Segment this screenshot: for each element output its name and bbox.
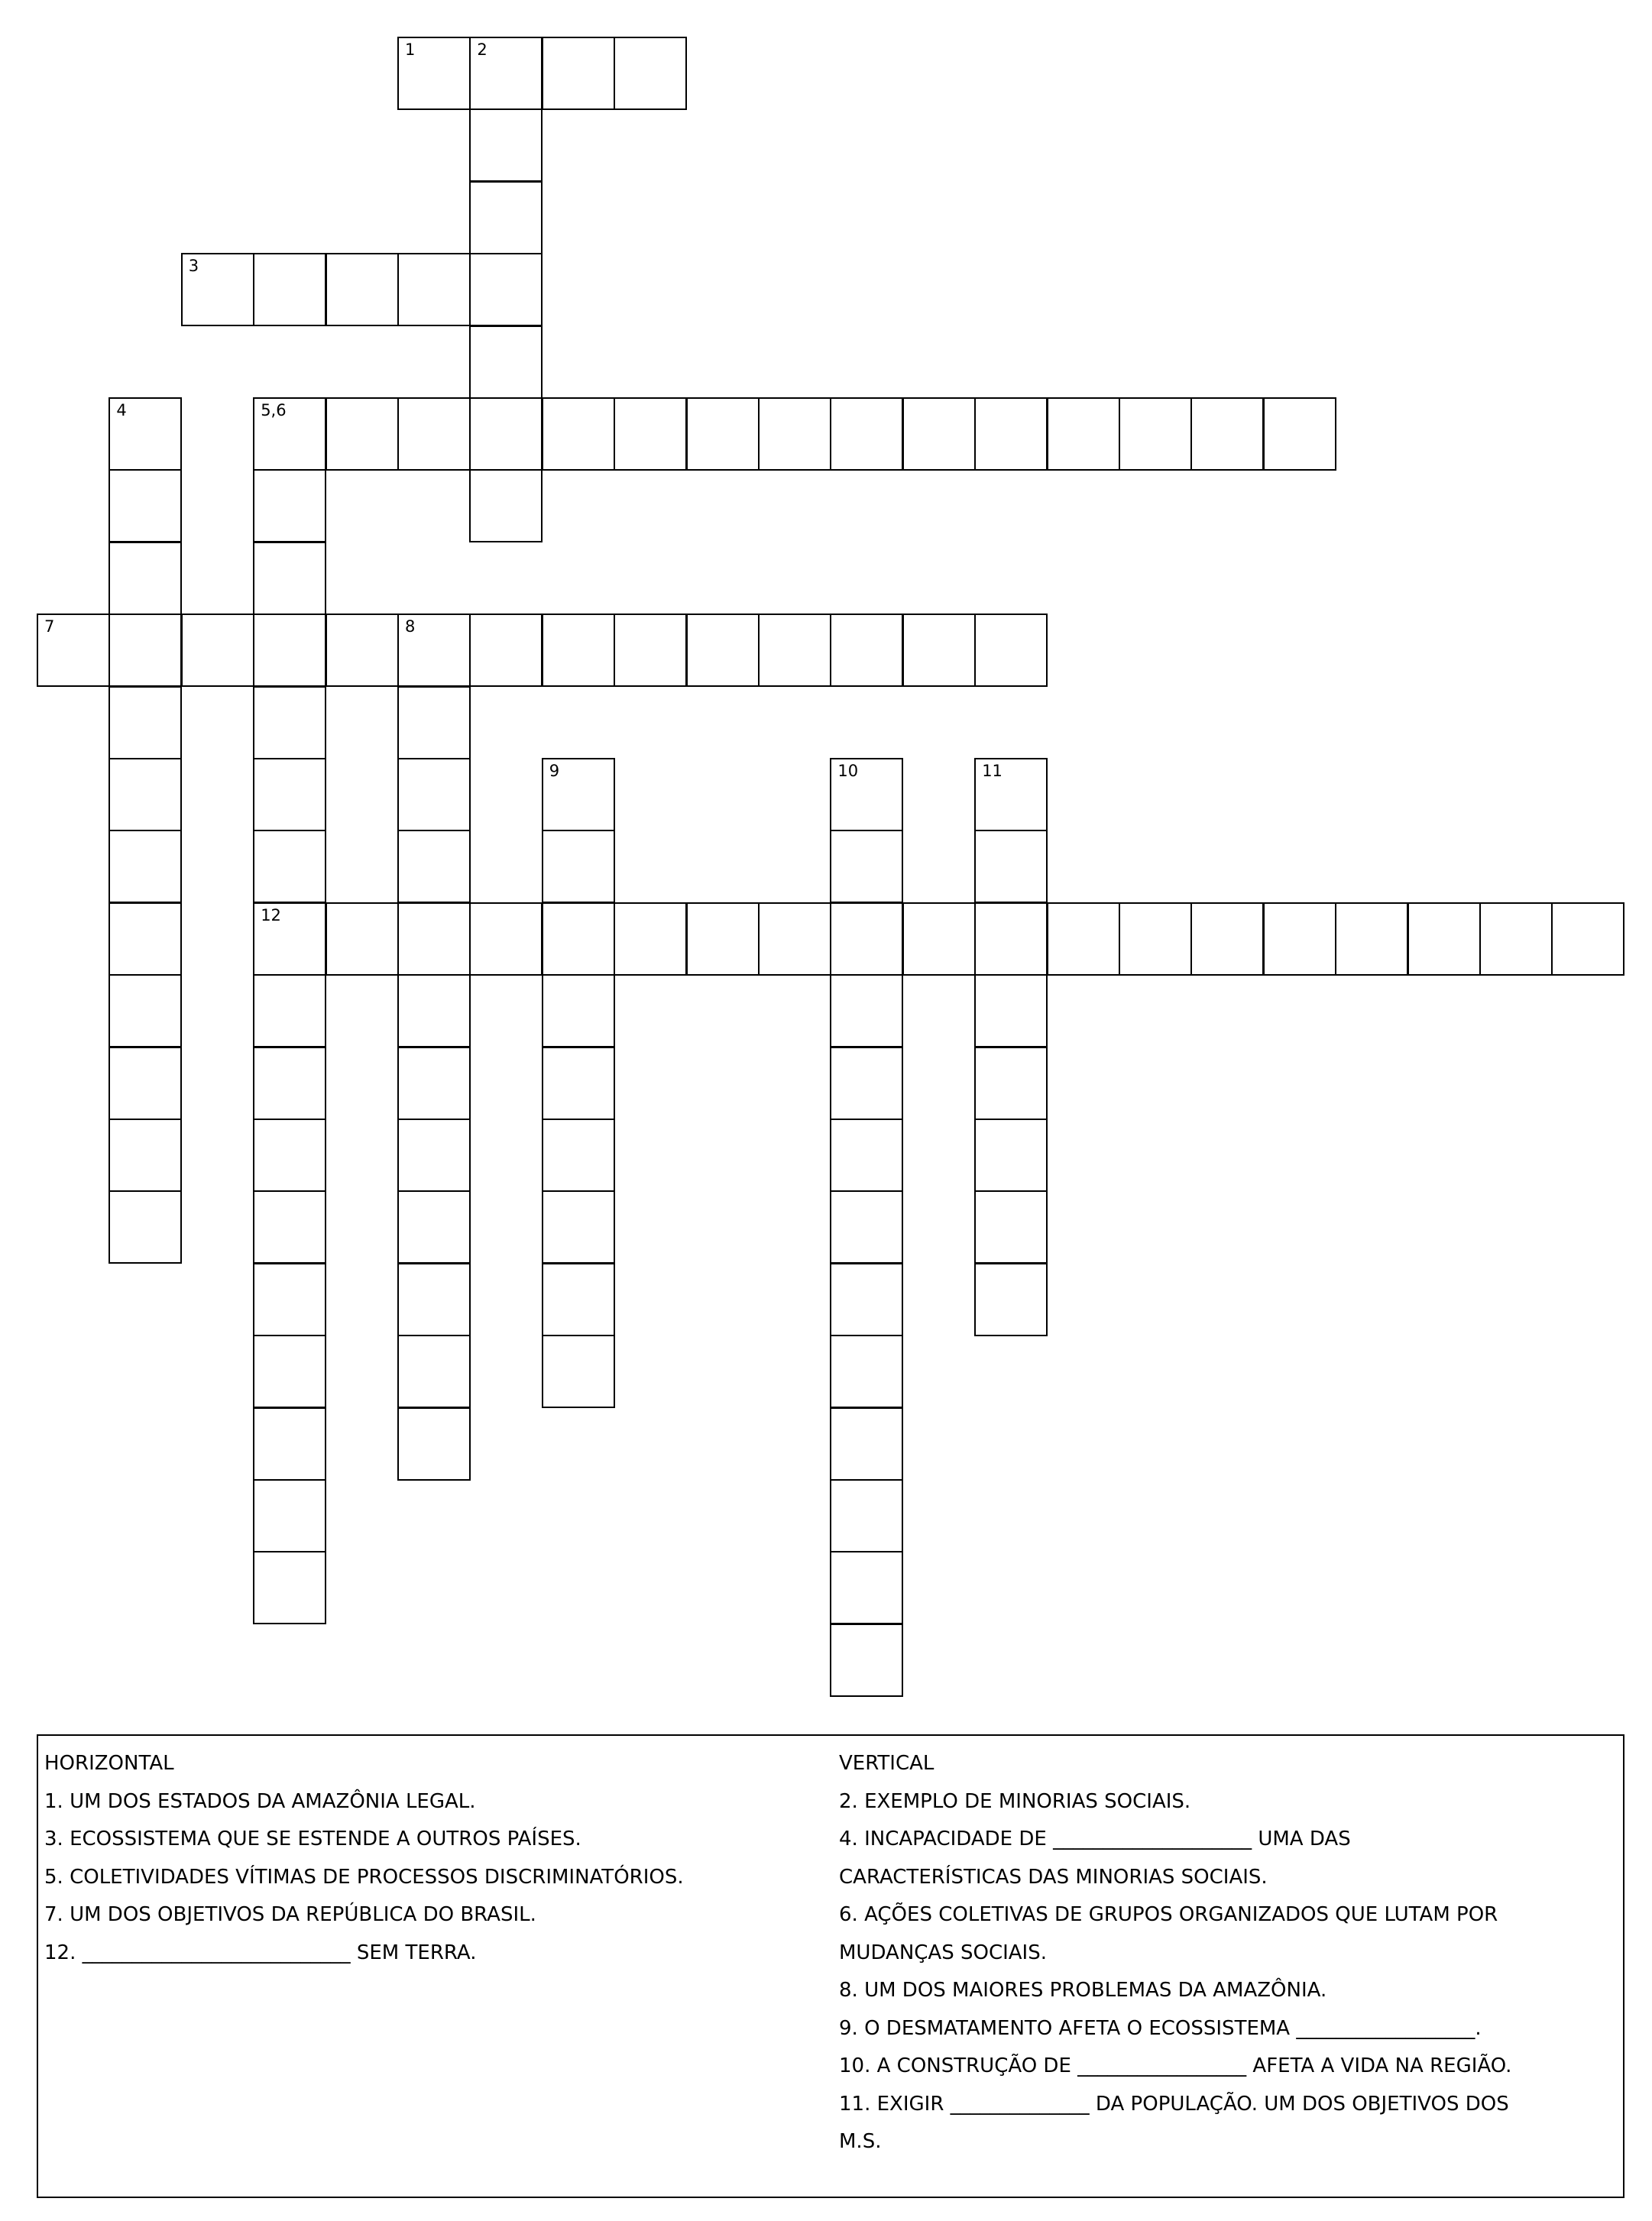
grid-cell[interactable] bbox=[542, 830, 615, 903]
grid-cell[interactable] bbox=[109, 542, 182, 615]
grid-cell[interactable] bbox=[397, 758, 471, 831]
clue-v10: 10. A CONSTRUÇÃO DE _________________ AFETA A VIDA NA REGIÃO. bbox=[839, 2054, 1512, 2077]
grid-cell[interactable] bbox=[686, 397, 760, 471]
grid-cell[interactable] bbox=[542, 397, 615, 471]
grid-cell[interactable] bbox=[326, 253, 399, 326]
grid-cell[interactable] bbox=[397, 974, 471, 1047]
grid-cell[interactable] bbox=[1190, 902, 1264, 976]
grid-cell[interactable] bbox=[253, 1190, 326, 1264]
grid-cell[interactable] bbox=[469, 253, 543, 326]
grid-cell[interactable] bbox=[181, 253, 254, 326]
clue-h7: 7. UM DOS OBJETIVOS DA REPÚBLICA DO BRASIL. bbox=[44, 1903, 536, 1926]
grid-cell[interactable] bbox=[181, 614, 254, 687]
grid-cell[interactable] bbox=[397, 397, 471, 471]
grid-cell[interactable] bbox=[253, 974, 326, 1047]
grid-cell[interactable] bbox=[469, 37, 543, 110]
grid-cell[interactable] bbox=[830, 1335, 903, 1408]
grid-cell[interactable] bbox=[469, 181, 543, 254]
grid-cell[interactable] bbox=[469, 325, 543, 399]
grid-cell[interactable] bbox=[614, 397, 687, 471]
clue-number: 10 bbox=[837, 762, 859, 780]
grid-cell[interactable] bbox=[397, 614, 471, 687]
grid-cell[interactable] bbox=[974, 758, 1048, 831]
clue-v6-cont: MUDANÇAS SOCIAIS. bbox=[839, 1941, 1047, 1964]
grid-cell[interactable] bbox=[253, 1047, 326, 1120]
grid-cell[interactable] bbox=[830, 1407, 903, 1481]
clue-number: 4 bbox=[116, 401, 127, 419]
clue-number: 3 bbox=[188, 257, 199, 276]
clues-box bbox=[37, 1734, 1624, 2198]
grid-cell[interactable] bbox=[974, 902, 1048, 976]
grid-cell[interactable] bbox=[830, 1263, 903, 1336]
clue-number: 2 bbox=[477, 40, 488, 59]
clue-h1: 1. UM DOS ESTADOS DA AMAZÔNIA LEGAL. bbox=[44, 1789, 476, 1813]
grid-cell[interactable] bbox=[109, 397, 182, 471]
grid-cell[interactable] bbox=[830, 397, 903, 471]
clue-v9: 9. O DESMATAMENTO AFETA O ECOSSISTEMA __________________. bbox=[839, 2016, 1482, 2040]
grid-cell[interactable] bbox=[109, 902, 182, 976]
grid-cell[interactable] bbox=[974, 397, 1048, 471]
grid-cell[interactable] bbox=[830, 830, 903, 903]
clue-h3: 3. ECOSSISTEMA QUE SE ESTENDE A OUTROS PAÍSES. bbox=[44, 1828, 581, 1850]
grid-cell[interactable] bbox=[253, 1335, 326, 1408]
grid-cell[interactable] bbox=[1119, 397, 1192, 471]
grid-cell[interactable] bbox=[1047, 397, 1120, 471]
grid-cell[interactable] bbox=[253, 830, 326, 903]
grid-cell[interactable] bbox=[397, 902, 471, 976]
grid-cell[interactable] bbox=[109, 686, 182, 759]
vertical-heading: VERTICAL bbox=[839, 1752, 935, 1775]
grid-cell[interactable] bbox=[326, 902, 399, 976]
grid-cell[interactable] bbox=[902, 902, 976, 976]
clue-v11: 11. EXIGIR ______________ DA POPULAÇÃO. UM DOS OBJETIVOS DOS bbox=[839, 2092, 1509, 2116]
grid-cell[interactable] bbox=[1047, 902, 1120, 976]
clue-h5: 5. COLETIVIDADES VÍTIMAS DE PROCESSOS DISCRIMINATÓRIOS. bbox=[44, 1865, 684, 1889]
grid-cell[interactable] bbox=[1263, 902, 1336, 976]
grid-cell[interactable] bbox=[253, 686, 326, 759]
grid-cell[interactable] bbox=[686, 902, 760, 976]
grid-cell[interactable] bbox=[469, 614, 543, 687]
grid-cell[interactable] bbox=[542, 614, 615, 687]
grid-cell[interactable] bbox=[326, 614, 399, 687]
grid-cell[interactable] bbox=[253, 1551, 326, 1624]
grid-cell[interactable] bbox=[830, 902, 903, 976]
grid-cell[interactable] bbox=[830, 1047, 903, 1120]
horizontal-clues bbox=[44, 1745, 684, 1972]
clue-v11-cont: M.S. bbox=[839, 2130, 882, 2153]
clue-number: 11 bbox=[982, 762, 1003, 780]
grid-cell[interactable] bbox=[542, 974, 615, 1047]
grid-cell[interactable] bbox=[686, 614, 760, 687]
grid-cell[interactable] bbox=[830, 1119, 903, 1192]
grid-cell[interactable] bbox=[109, 974, 182, 1047]
grid-cell[interactable] bbox=[109, 614, 182, 687]
grid-cell[interactable] bbox=[469, 902, 543, 976]
grid-cell[interactable] bbox=[253, 397, 326, 471]
grid-cell[interactable] bbox=[830, 1624, 903, 1697]
clue-v6: 6. AÇÕES COLETIVAS DE GRUPOS ORGANIZADOS QUE LUTAM POR bbox=[839, 1903, 1498, 1926]
grid-cell[interactable] bbox=[253, 1263, 326, 1336]
grid-cell[interactable] bbox=[830, 1190, 903, 1264]
grid-cell[interactable] bbox=[542, 758, 615, 831]
grid-cell[interactable] bbox=[109, 1119, 182, 1192]
grid-cell[interactable] bbox=[253, 614, 326, 687]
clue-v2: 2. EXEMPLO DE MINORIAS SOCIAIS. bbox=[839, 1789, 1191, 1813]
grid-cell[interactable] bbox=[397, 1119, 471, 1192]
grid-cell[interactable] bbox=[758, 902, 831, 976]
grid-cell[interactable] bbox=[397, 686, 471, 759]
grid-cell[interactable] bbox=[974, 1119, 1048, 1192]
grid-cell[interactable] bbox=[397, 1047, 471, 1120]
grid-cell[interactable] bbox=[1190, 397, 1264, 471]
grid-cell[interactable] bbox=[542, 1335, 615, 1408]
grid-cell[interactable] bbox=[1551, 902, 1624, 976]
clue-number: 12 bbox=[261, 905, 281, 924]
grid-cell[interactable] bbox=[974, 1190, 1048, 1264]
grid-cell[interactable] bbox=[253, 253, 326, 326]
clue-v8: 8. UM DOS MAIORES PROBLEMAS DA AMAZÔNIA. bbox=[839, 1979, 1327, 2002]
grid-cell[interactable] bbox=[1263, 397, 1336, 471]
clue-number: 1 bbox=[405, 40, 416, 59]
clue-number: 7 bbox=[44, 617, 55, 636]
grid-cell[interactable] bbox=[974, 614, 1048, 687]
grid-cell[interactable] bbox=[109, 758, 182, 831]
grid-cell[interactable] bbox=[469, 397, 543, 471]
grid-cell[interactable] bbox=[253, 758, 326, 831]
grid-cell[interactable] bbox=[902, 397, 976, 471]
grid-cell[interactable] bbox=[542, 1119, 615, 1192]
grid-cell[interactable] bbox=[109, 1047, 182, 1120]
clue-number: 8 bbox=[405, 617, 416, 636]
clue-v4-cont: CARACTERÍSTICAS DAS MINORIAS SOCIAIS. bbox=[839, 1865, 1268, 1889]
grid-cell[interactable] bbox=[253, 469, 326, 542]
grid-cell[interactable] bbox=[542, 1047, 615, 1120]
vertical-clues bbox=[839, 1745, 1511, 2161]
grid-cell[interactable] bbox=[253, 1119, 326, 1192]
grid-cell[interactable] bbox=[326, 397, 399, 471]
grid-cell[interactable] bbox=[253, 1407, 326, 1481]
grid-cell[interactable] bbox=[469, 469, 543, 542]
clue-v4: 4. INCAPACIDADE DE ____________________ UMA DAS bbox=[839, 1828, 1351, 1850]
grid-cell[interactable] bbox=[109, 469, 182, 542]
grid-cell[interactable] bbox=[974, 974, 1048, 1047]
grid-cell[interactable] bbox=[469, 108, 543, 182]
grid-cell[interactable] bbox=[902, 614, 976, 687]
grid-cell[interactable] bbox=[397, 253, 471, 326]
horizontal-heading: HORIZONTAL bbox=[44, 1752, 174, 1775]
grid-cell[interactable] bbox=[758, 397, 831, 471]
grid-cell[interactable] bbox=[830, 758, 903, 831]
grid-cell[interactable] bbox=[614, 902, 687, 976]
grid-cell[interactable] bbox=[397, 1407, 471, 1481]
grid-cell[interactable] bbox=[614, 614, 687, 687]
grid-cell[interactable] bbox=[397, 1335, 471, 1408]
grid-cell[interactable] bbox=[614, 37, 687, 110]
grid-cell[interactable] bbox=[758, 614, 831, 687]
grid-cell[interactable] bbox=[830, 1551, 903, 1624]
grid-cell[interactable] bbox=[37, 614, 110, 687]
grid-cell[interactable] bbox=[253, 542, 326, 615]
grid-cell[interactable] bbox=[830, 1479, 903, 1552]
grid-cell[interactable] bbox=[1335, 902, 1408, 976]
grid-cell[interactable] bbox=[109, 1190, 182, 1264]
clue-h12: 12. ___________________________ SEM TERRA. bbox=[44, 1941, 477, 1964]
grid-cell[interactable] bbox=[542, 1190, 615, 1264]
grid-cell[interactable] bbox=[397, 37, 471, 110]
grid-cell[interactable] bbox=[1479, 902, 1553, 976]
grid-cell[interactable] bbox=[542, 37, 615, 110]
clue-number: 5,6 bbox=[261, 401, 287, 419]
grid-cell[interactable] bbox=[397, 1190, 471, 1264]
grid-cell[interactable] bbox=[1119, 902, 1192, 976]
grid-cell[interactable] bbox=[542, 1263, 615, 1336]
grid-cell[interactable] bbox=[109, 830, 182, 903]
grid-cell[interactable] bbox=[253, 1479, 326, 1552]
grid-cell[interactable] bbox=[397, 830, 471, 903]
grid-cell[interactable] bbox=[397, 1263, 471, 1336]
grid-cell[interactable] bbox=[830, 614, 903, 687]
grid-cell[interactable] bbox=[542, 902, 615, 976]
grid-cell[interactable] bbox=[253, 902, 326, 976]
grid-cell[interactable] bbox=[974, 1047, 1048, 1120]
grid-cell[interactable] bbox=[974, 830, 1048, 903]
grid-cell[interactable] bbox=[830, 974, 903, 1047]
grid-cell[interactable] bbox=[974, 1263, 1048, 1336]
grid-cell[interactable] bbox=[1407, 902, 1481, 976]
clue-number: 9 bbox=[549, 762, 560, 780]
